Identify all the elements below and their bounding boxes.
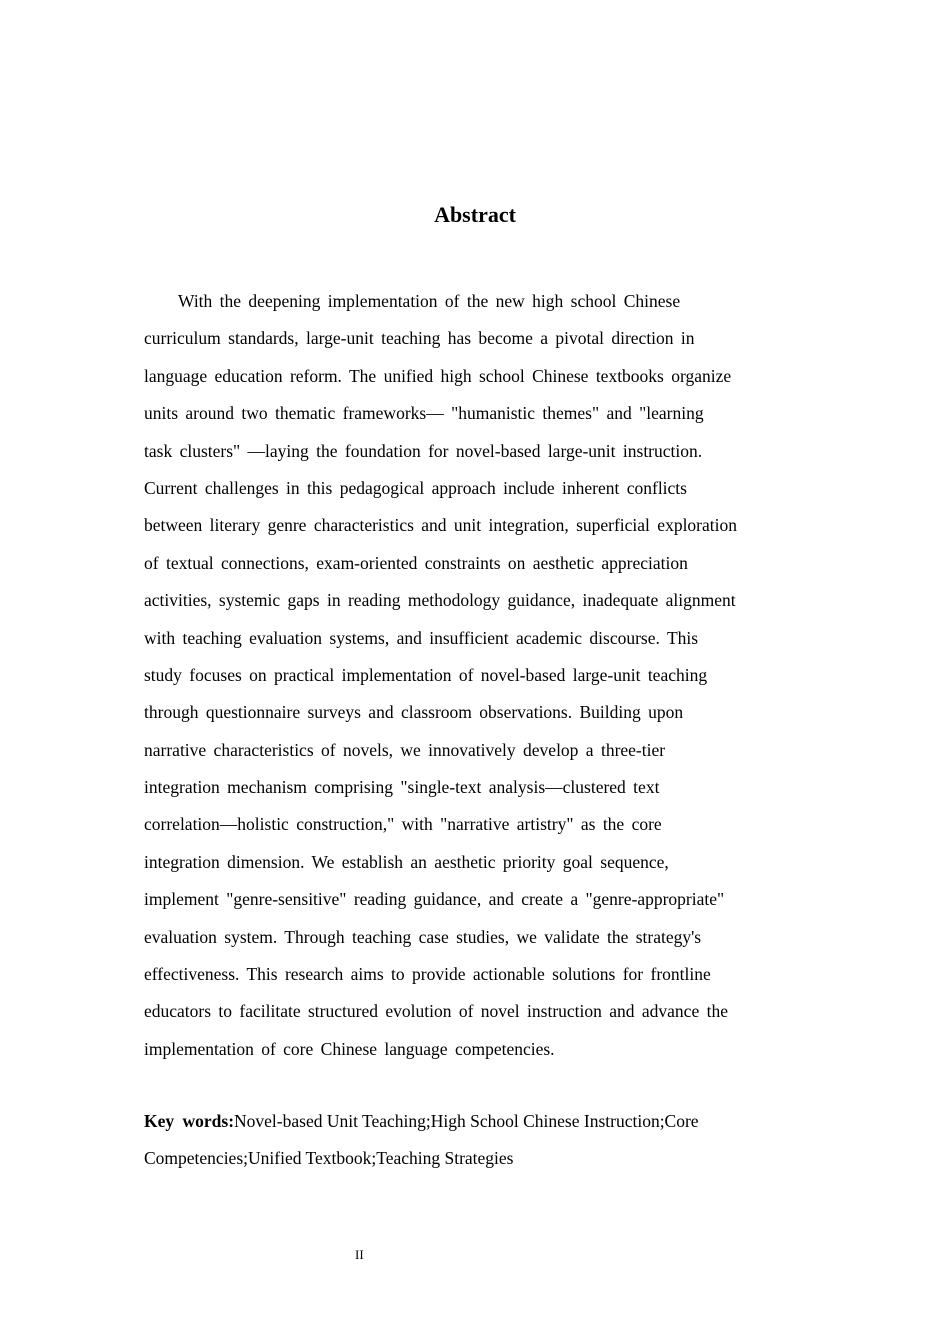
keywords-text: Novel-based Unit Teaching;High School Chinese Instruction;Core: [234, 1111, 699, 1131]
abstract-line: integration dimension. We establish an aesthetic priority goal sequence,: [144, 851, 669, 872]
abstract-line: activities, systemic gaps in reading methodology guidance, inadequate alignment: [144, 590, 736, 611]
abstract-line: curriculum standards, large-unit teaching has become a pivotal direction in: [144, 328, 695, 349]
page-number: II: [355, 1247, 364, 1262]
abstract-line: study focuses on practical implementation of novel-based large-unit teaching: [144, 664, 708, 685]
abstract-line: correlation—holistic construction," with "narrative artistry" as the core: [144, 814, 662, 835]
abstract-line: with teaching evaluation systems, and insufficient academic discourse. This: [144, 627, 699, 648]
abstract-line: implementation of core Chinese language competencies.: [144, 1038, 555, 1059]
abstract-line: units around two thematic frameworks— "humanistic themes" and "learning: [144, 403, 704, 424]
abstract-body: [144, 283, 808, 1068]
keywords-line: Competencies;Unified Textbook;Teaching Strategies: [144, 1148, 514, 1169]
abstract-line: implement "genre-sensitive" reading guidance, and create a "genre-appropriate": [144, 889, 725, 910]
abstract-line: narrative characteristics of novels, we innovatively develop a three-tier: [144, 739, 666, 760]
abstract-line: language education reform. The unified high school Chinese textbooks organize: [144, 365, 732, 386]
keywords-label: Key words:: [144, 1111, 235, 1131]
abstract-line: of textual connections, exam-oriented constraints on aesthetic appreciation: [144, 552, 688, 573]
abstract-line: evaluation system. Through teaching case studies, we validate the strategy's: [144, 926, 702, 947]
abstract-title: Abstract: [434, 202, 516, 227]
abstract-line: effectiveness. This research aims to provide actionable solutions for frontline: [144, 964, 711, 985]
abstract-line: through questionnaire surveys and classroom observations. Building upon: [144, 702, 684, 723]
abstract-line: With the deepening implementation of the new high school Chinese: [178, 291, 681, 311]
abstract-line: educators to facilitate structured evolution of novel instruction and advance the: [144, 1001, 728, 1022]
keywords-section: [144, 1103, 808, 1178]
keywords-line: [144, 1103, 808, 1140]
abstract-line: Current challenges in this pedagogical approach include inherent conflicts: [144, 477, 687, 498]
abstract-line: between literary genre characteristics and unit integration, superficial exploration: [144, 515, 737, 536]
abstract-line: integration mechanism comprising "single-text analysis—clustered text: [144, 777, 660, 798]
abstract-line: task clusters" —laying the foundation for novel-based large-unit instruction.: [144, 440, 703, 461]
